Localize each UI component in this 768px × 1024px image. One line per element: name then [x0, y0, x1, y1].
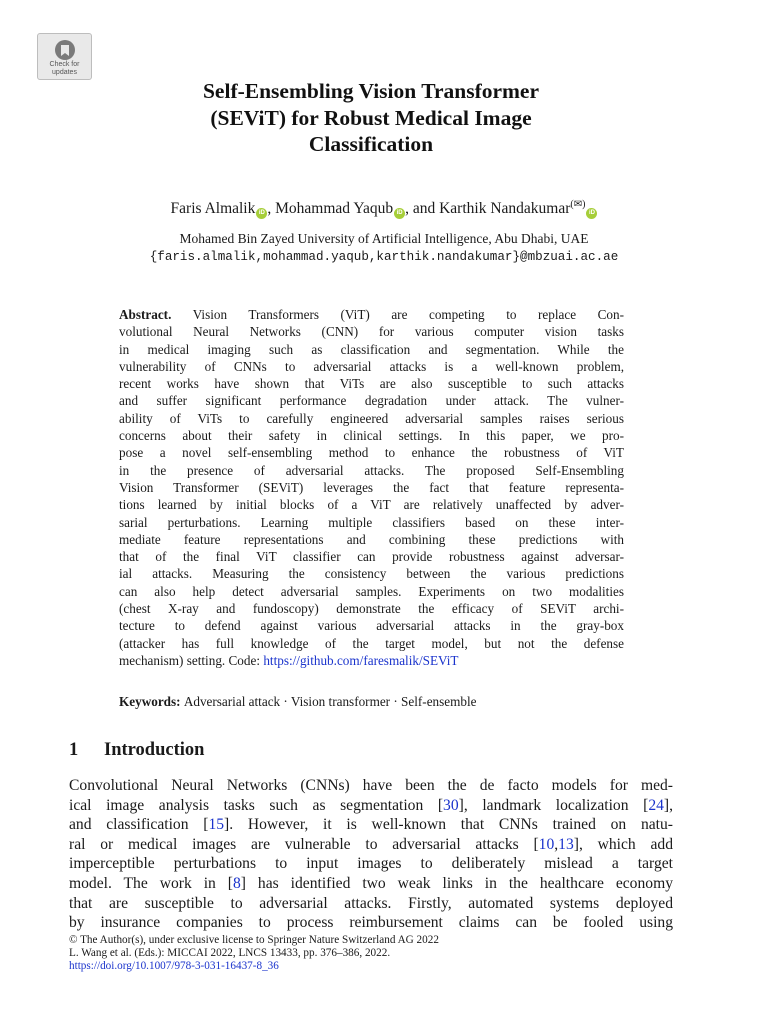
citation-link[interactable]: 8 — [232, 874, 241, 892]
introduction-body — [69, 776, 673, 933]
abstract-line: tions learned by initial blocks of a ViT are relatively unaffected by adver- — [119, 497, 624, 513]
abstract-line: and suffer significant performance degradation under attack. The vulner- — [119, 393, 624, 409]
abstract-line: ial attacks. Measuring the consistency between the various predictions — [119, 566, 624, 582]
author-emails: {faris.almalik,mohammad.yaqub,karthik.nandakumar}@mbzuai.ac.ae — [149, 250, 619, 264]
body-text: and classification [ — [69, 816, 209, 834]
body-text: , — [554, 835, 559, 853]
abstract-line: ability of ViTs to carefully engineered adversarial samples raises serious — [119, 410, 624, 426]
abstract-line — [119, 306, 624, 323]
abstract-label: Abstract. — [119, 307, 172, 322]
citation-link[interactable]: 24 — [648, 796, 664, 814]
doi-link[interactable]: https://doi.org/10.1007/978-3-031-16437-8_36 — [69, 960, 279, 973]
abstract-line: pose a novel self-ensembling method to enhance the robustness of ViT — [119, 445, 624, 461]
affiliation: Mohamed Bin Zayed University of Artificial Intelligence, Abu Dhabi, UAE — [179, 231, 589, 246]
body-text: ] has identified two weak links in the healthcare economy — [240, 874, 673, 892]
orcid-icon[interactable]: iD — [394, 208, 405, 219]
abstract-line: tecture to defend against various adversarial attacks in the gray-box — [119, 618, 624, 634]
section-number: 1 — [69, 740, 79, 760]
abstract-line: that of the final ViT classifier can provide robustness against adversar- — [119, 549, 624, 565]
body-text: ]. However, it is well-known that CNNs trained on natu- — [224, 816, 673, 834]
abstract-line: in medical imaging such as classification and segmentation. While the — [119, 341, 624, 357]
author-list — [60, 196, 708, 219]
paper-title — [110, 78, 632, 158]
title-line-1: Self-Ensembling Vision Transformer — [202, 79, 540, 103]
body-line: that are susceptible to adversarial attacks. Firstly, automated systems deployed — [69, 894, 673, 912]
section-heading — [69, 739, 204, 761]
corresponding-author-mark: (✉) — [570, 199, 586, 210]
abstract-line: (chest X-ray and fundoscopy) demonstrate the efficacy of SEViT archi- — [119, 601, 624, 617]
abstract-line: volutional Neural Networks (CNN) for various computer vision tasks — [119, 324, 624, 340]
keywords — [119, 693, 624, 710]
body-line — [69, 874, 673, 894]
abstract-line: in the presence of adversarial attacks. The proposed Self-Ensembling — [119, 462, 624, 478]
abstract-line — [119, 652, 624, 669]
body-text: ical image analysis tasks such as segmentation [ — [69, 796, 444, 814]
abstract-line: recent works have shown that ViTs are also susceptible to such attacks — [119, 376, 624, 392]
body-line: imperceptible perturbations to input images to deliberately mislead a target — [69, 855, 673, 873]
citation-link[interactable]: 30 — [443, 796, 459, 814]
author-name: Faris Almalik — [170, 200, 256, 217]
keywords-label: Keywords: — [119, 694, 181, 709]
body-text: ], landmark localization [ — [458, 796, 649, 814]
bookmark-icon — [54, 39, 76, 61]
abstract-text: mechanism) setting. Code: — [119, 652, 264, 668]
copyright-notice: © The Author(s), under exclusive license to Springer Nature Switzerland AG 2022 — [69, 934, 439, 946]
code-link[interactable]: https://github.com/faresmalik/SEViT — [263, 652, 459, 668]
abstract-line: (attacker has full knowledge of the target model, but not the defense — [119, 635, 624, 651]
section-title: Introduction — [104, 740, 205, 760]
body-line — [69, 815, 673, 835]
orcid-icon[interactable]: iD — [586, 208, 597, 219]
citation-info: L. Wang et al. (Eds.): MICCAI 2022, LNCS 13433, pp. 376–386, 2022. — [69, 947, 391, 960]
body-line: Convolutional Neural Networks (CNNs) have been the de facto models for med- — [69, 777, 673, 794]
title-line-3: Classification — [308, 132, 434, 156]
check-for-updates-badge[interactable] — [37, 33, 92, 80]
citation-link[interactable]: 13 — [558, 835, 574, 853]
body-line: by insurance companies to process reimbursement claims can be fooled using — [69, 914, 673, 932]
abstract-line: vulnerability of CNNs to adversarial attacks is a well-known problem, — [119, 358, 624, 374]
abstract-line: mediate feature representations and combining these predictions with — [119, 531, 624, 547]
body-line — [69, 796, 673, 816]
body-text: ], — [663, 796, 673, 814]
citation-link[interactable]: 10 — [538, 835, 555, 853]
citation-link[interactable]: 15 — [208, 816, 225, 834]
footnote — [69, 934, 673, 974]
abstract — [119, 306, 624, 669]
abstract-line: concerns about their safety in clinical settings. In this paper, we pro- — [119, 428, 624, 444]
abstract-line: Vision Transformer (SEViT) leverages the fact that feature representa- — [119, 479, 624, 495]
orcid-icon[interactable]: iD — [256, 208, 267, 219]
title-line-2: (SEViT) for Robust Medical Image — [210, 105, 532, 130]
body-text: model. The work in [ — [69, 874, 233, 892]
author-name: , and Karthik Nandakumar — [405, 200, 571, 217]
body-line — [69, 835, 673, 855]
body-text: ], which add — [573, 835, 674, 853]
abstract-line: sarial perturbations. Learning multiple classifiers based on these inter- — [119, 514, 624, 530]
body-text: ral or medical images are vulnerable to adversarial attacks [ — [69, 835, 539, 853]
abstract-line: can also help detect adversarial samples. Experiments on two modalities — [119, 583, 624, 599]
abstract-text: Vision Transformers (ViT) are competing to replace Con- — [192, 307, 625, 322]
badge-text-line1: Check for — [49, 61, 80, 68]
author-name: , Mohammad Yaqub — [267, 200, 394, 217]
badge-text-line2: updates — [52, 69, 77, 76]
keywords-text: Adversarial attack · Vision transformer · Self-ensemble — [183, 694, 477, 709]
